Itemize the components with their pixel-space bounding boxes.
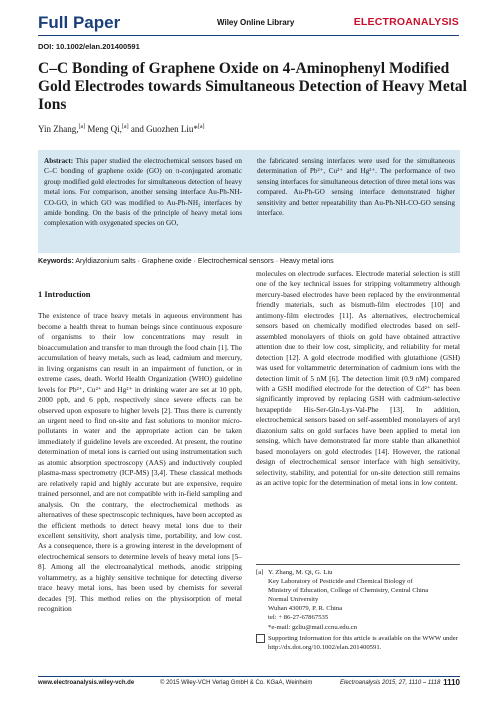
keywords-label: Keywords: [38, 258, 74, 265]
article-type: Full Paper [38, 13, 121, 32]
library-label[interactable]: Wiley Online Library [217, 18, 295, 27]
journal-name: ELECTROANALYSIS [353, 16, 459, 28]
abstract-left-column [44, 156, 242, 229]
affiliation-names: Y. Zhang, M. Qi, G. Liu [268, 569, 333, 576]
supporting-info-text[interactable]: Supporting Information for this article is available on the WWW under http://dx.doi.org/10.1002/elan.201400591. [268, 634, 458, 651]
footer-url[interactable]: www.electroanalysis.wiley-vch.de [38, 680, 135, 686]
affiliation-email[interactable]: *e-mail: gzliu@mail.ccnu.edu.cn [268, 623, 357, 631]
doi[interactable]: DOI: 10.1002/elan.201400591 [38, 42, 140, 51]
affiliation-line: tel: + 86-27-67867535 [268, 614, 329, 622]
paper-title: C–C Bonding of Graphene Oxide on 4-Aminophenyl Modified Gold Electrodes towards Simultaneous Detection of Heavy Metal Ions [38, 60, 467, 113]
affiliation-rule [256, 564, 460, 565]
abstract-label: Abstract: [44, 157, 74, 165]
author-2-affil: [a] [121, 124, 129, 130]
author-2: Meng Qi, [85, 124, 122, 134]
affiliation-line: Wuhan 430079, P. R. China [268, 605, 343, 613]
footer-citation: Electroanalysis 2015, 27, 1110 – 1118 [340, 680, 441, 686]
affiliation-line: Key Laboratory of Pesticide and Chemical Biology of [268, 578, 413, 586]
page-number: 1110 [443, 678, 460, 687]
keywords-text: Aryldiazonium salts · Graphene oxide · Electrochemical sensors · Heavy metal ions [73, 258, 334, 265]
supporting-info-icon [256, 634, 265, 643]
intro-paragraph-left: The existence of trace heavy metals in aqueous environment has become a health threat to human beings since continuous exposure of organisms to their low concentrations may result in bioaccumulation and transfer to man through the food chain [1]. The accumulation of heavy metals, such as lead, cadmium and mercury, in living organisms can result in an impairment of function, or in extreme cases, death. World Health Organization (WHO) guideline levels for Pb²⁺, Cu²⁺ and Hg²⁺ in drinking water are set at 10 ppb, 2000 ppb, and 6 ppb, respectively since severe effects can be observed upon exposure to higher levels [2]. Thus there is currently an urgent need to find on-site and fast solutions to monitor micro-pollutants in water and the appropriate action can be taken immediately if guideline levels are exceeded. At present, the routine determination of metal ions is carried out using instrumentation such as atomic absorption spectroscopy (AAS) and inductively coupled plasma-mass spectrometry (ICP-MS) [3,4]. These classical methods are relatively rapid and highly accurate but are expensive, require trained personnel, and are not compatible with in-field sampling and analysis. On the contrary, the electrochemical methods as alternatives of these spectroscopic techniques, have been accepted as the efficient methods to detect heavy metal ions due to their excellent sensitivity, short analysis time, portability, and low cost. As a consequence, there is a growing interest in the development of electrochemical sensors to determine levels of heavy metal ions [5–8]. Among all the electroanalytical methods, anodic stripping voltammetry, as a highly sensitive technique for detecting diverse trace heavy metal ions, has been used by chemists for several decades [9]. This method relies on the physisorption of metal recognition [38, 311, 242, 614]
abstract-text-right: the fabricated sensing interfaces were used for the simultaneous determination of Pb²⁺, Cu²⁺ and Hg²⁺. The performance of two sensing interfaces for simultaneous detection of three metal ions was compared. Au-Ph-GO sensing interface demonstrated higher sensitivity and better repeatability than Au-Ph-NH-CO-GO sensing interface. [257, 157, 455, 218]
affiliation-line: Ministry of Education, College of Chemistry, Central China [268, 587, 429, 595]
keywords [38, 258, 460, 265]
footer-rule [38, 676, 460, 677]
affiliation-tag: [a] [256, 569, 264, 576]
affiliation-line: Normal University [268, 596, 319, 604]
affiliation-block [256, 568, 460, 652]
author-1: Yin Zhang, [38, 124, 79, 134]
author-3: and Guozhen Liu* [128, 124, 198, 134]
author-list [38, 124, 205, 134]
footer-copyright: © 2015 Wiley-VCH Verlag GmbH & Co. KGaA, Weinheim [160, 680, 313, 686]
body-left-column [38, 291, 242, 615]
abstract-text-left: This paper studied the electrochemical sensors based on C–C bonding of graphene oxide (GO) on π-conjugated aromatic group modified gold electrodes for simultaneous detection of heavy metal ions. For comparison, another sensing interface Au-Ph-NH-CO-GO, in which GO was modified to Au-Ph-NH₂ interfaces by amide bonding. On the basis of the principle of heavy metal ions complexation with oxygenated species on GO, [44, 157, 242, 228]
header-rule [38, 35, 459, 36]
author-1-affil: [a] [78, 124, 86, 130]
intro-paragraph-right: molecules on electrode surfaces. Electrode material selection is still one of the key technical issues for stripping voltammetry although mercury-based electrodes have been replaced by the environmental friendly materials, such as bismuth-film electrodes [10] and antimony-film electrodes [11]. As alternatives, electrochemical sensors based on chemically modified electrodes based on self-assembled monolayers of thiols on gold have obtained attractive attention due to their low cost, simplicity, and reliability for metal detection [12]. A gold electrode modified with glutathione (GSH) was used for voltammetric determination of cadmium ions with the detection limit of 5 nM [6]. The detection limit (0.9 nM) compared with a GSH modified electrode for the detection of Cd²⁺ has been significantly improved by replacing GSH with cadmium-selective hexapeptide His-Ser-Gln-Lys-Val-Phe [13]. In addition, electrochemical sensors based on self-assembled monolayers of aryl diazonium salts on gold surfaces have been applied to metal ion sensing, which have demonstrated far more stable than alkanethiol based monolayers on gold electrodes [14]. However, the rational design of electrochemical sensor interface with high sensitivity, selectivity, stability, and potential for on-site detection still remains as an active topic for the determination of metal ions in low content. [256, 269, 460, 488]
author-3-affil: [a] [197, 124, 205, 130]
section-heading: 1 Introduction [38, 289, 91, 299]
